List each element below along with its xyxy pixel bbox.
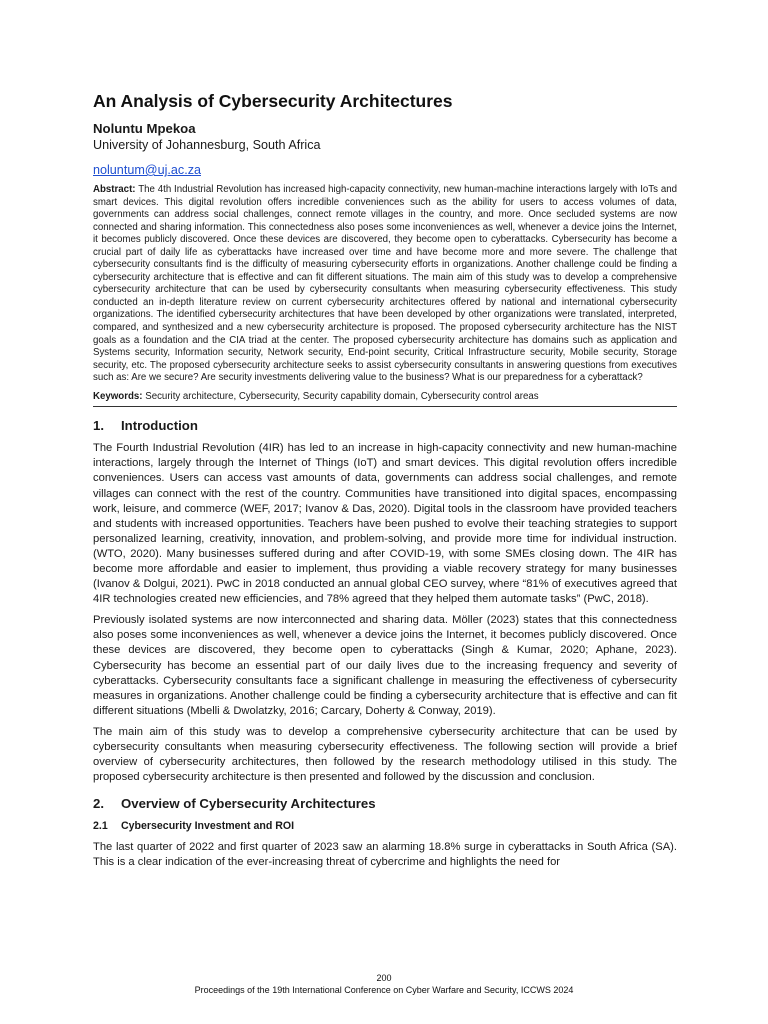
subsection-title: Cybersecurity Investment and ROI	[121, 820, 295, 833]
abstract	[93, 184, 677, 385]
section-number: 2.	[93, 796, 104, 812]
section-title: Introduction	[121, 418, 198, 434]
author-email-link[interactable]: noluntum@uj.ac.za	[93, 163, 201, 177]
abstract-label: Abstract:	[93, 184, 136, 195]
keywords	[93, 391, 677, 408]
keywords-text: Security architecture, Cybersecurity, Security capability domain, Cybersecurity control areas	[145, 390, 539, 402]
paper-page	[93, 90, 677, 877]
intro-paragraph-2: Previously isolated systems are now interconnected and sharing data. Möller (2023) states that this connectedness also poses some inconveniences as well, whenever a device joins the Internet, it becomes publicly discovered. Once these devices are discovered, they become open to cyberattacks (Singh & Kumar, 2020; Aphane, 2023). Cybersecurity has become an essential part of our daily lives due to the increasing frequency and severity of cyberattacks. Cybersecurity consultants face a significant challenge in measuring the effectiveness of cybersecurity measures in organizations. Another challenge could be finding a cybersecurity architecture that is effective and can fit different situations (Mbelli & Dwolatzky, 2016; Carcary, Doherty & Conway, 2019).	[93, 614, 677, 717]
author-affiliation: University of Johannesburg, South Africa	[93, 138, 321, 152]
section-heading-introduction	[93, 417, 677, 434]
keywords-label: Keywords:	[93, 390, 143, 402]
proceedings-footer: Proceedings of the 19th International Conference on Cyber Warfare and Security, ICCWS 2024	[194, 985, 574, 995]
subsection-number: 2.1	[93, 820, 108, 833]
section-title: Overview of Cybersecurity Architectures	[121, 796, 376, 812]
page-number: 200	[376, 973, 392, 983]
section-heading-overview	[93, 795, 677, 812]
intro-paragraph-1: The Fourth Industrial Revolution (4IR) has led to an increase in high-capacity connectivity and new human-machine interactions, largely through the Internet of Things (IoT) and smart devices. This digital revolution offers incredible conveniences. Users can access vast amounts of data, governments can address social challenges, and remote villages can connect with the rest of the country. Communities have transitioned into digital spaces, encompassing work, leisure, and commerce (WEF, 2017; Ivanov & Das, 2020). Digital tools in the classroom have provided teachers and students with increased opportunities. Teachers have been pushed to evolve their teaching strategies to support personalized learning, creativity, innovation, and problem-solving, and provide more time for individual instruction. (WTO, 2020). Many businesses suffered during and after COVID-19, with some SMEs closing down. The 4IR has become more affordable and easier to implement, thus providing a viable recovery strategy for many businesses (Ivanov & Dolgui, 2021). PwC in 2018 conducted an annual global CEO survey, where “81% of executives agreed that 4IR technologies created new efficiencies, and 78% agreed that they helped them automate tasks” (PwC, 2018).	[93, 442, 677, 606]
abstract-text: The 4th Industrial Revolution has increased high-capacity connectivity, new human-machine interactions largely with IoTs and smart devices. This digital revolution offers incredible conveniences such as the ability for users to access volumes of data, governments can address social challenges, connect remote villages in the country, and more. Once secluded systems are now connected and sharing information. This connectedness also poses some inconveniences as well, whenever a device joins the Internet, it becomes publicly discovered. Once these devices are discovered, they become open to cyberattacks. Cybersecurity has become a crucial part of daily life as cyberattacks have increased over time and have become more and more severe. The challenge that cybersecurity consultants find is the difficulty of measuring cybersecurity efforts in organizations. Another challenge could be finding a cybersecurity architecture that is effective and can fit different situations. The main aim of this study was to develop a comprehensive cybersecurity architecture that can be used by cybersecurity consultants when measuring cybersecurity effectiveness. This study conducted an in-depth literature review on current cybersecurity architectures offered by national and international cybersecurity organizations. The identified cybersecurity architectures that have been developed by other organizations were translated, interpreted, compared, and synthesized and a new cybersecurity architecture is proposed. The proposed cybersecurity architecture has the NIST goals as a foundation and the CIA triad at the center. The proposed cybersecurity architecture has domains such as application and Systems security, Information security, Network security, End-point security, Critical Infrastructure security, Mobile security, Storage security, etc. The proposed cybersecurity architecture seeks to assist cybersecurity consultants in answering questions from executives such as: Are we secure? Are security investments delivering value to the business? What is our preparedness for a cyberattack?	[93, 184, 677, 384]
section-number: 1.	[93, 418, 104, 434]
paper-title: An Analysis of Cybersecurity Architectures	[93, 91, 453, 111]
author-name: Noluntu Mpekoa	[93, 121, 196, 136]
intro-paragraph-3: The main aim of this study was to develop a comprehensive cybersecurity architecture that can be used by cybersecurity consultants when measuring cybersecurity effectiveness. The following section will provide a brief overview of cybersecurity architectures, then followed by the research methodology utilised in this study. The proposed cybersecurity architecture is then presented and followed by the discussion and conclusion.	[93, 725, 677, 784]
subsection-heading-investment	[93, 819, 677, 833]
investment-paragraph: The last quarter of 2022 and first quarter of 2023 saw an alarming 18.8% surge in cyberattacks in South Africa (SA). This is a clear indication of the ever-increasing threat of cybercrime and highlights the need for	[93, 841, 677, 869]
